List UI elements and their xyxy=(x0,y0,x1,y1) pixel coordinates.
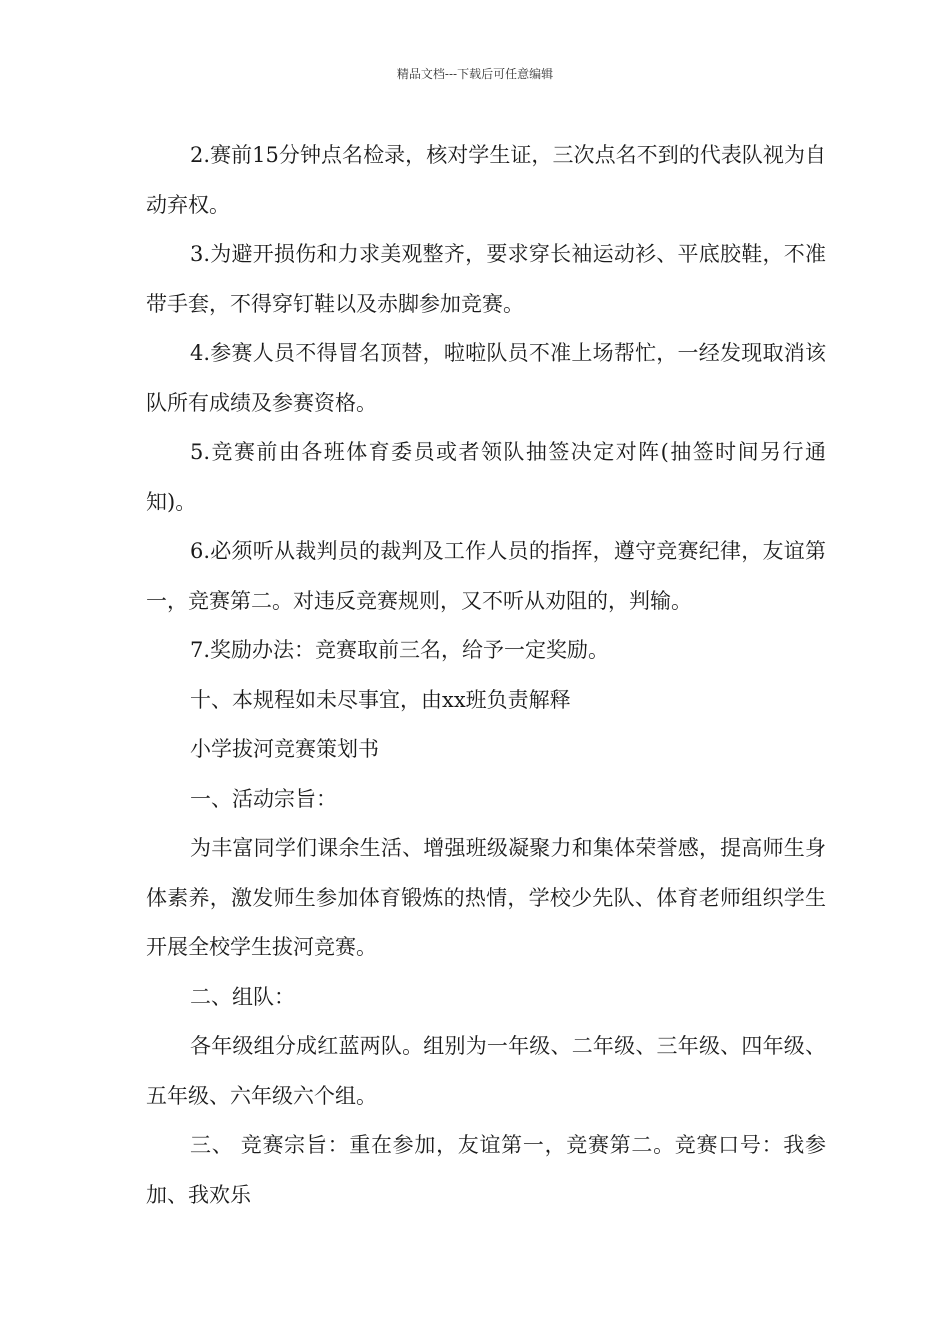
teams-paragraph: 各年级组分成红蓝两队。组别为一年级、二年级、三年级、四年级、五年级、六年级六个组。 xyxy=(146,1034,826,1108)
page-header: 精品文档---下载后可任意编辑 xyxy=(396,67,554,81)
document-title: 小学拔河竞赛策划书 xyxy=(190,737,379,761)
section-heading-purpose: 一、活动宗旨： xyxy=(190,786,337,811)
rule-item-4: 4.参赛人员不得冒名顶替，啦啦队员不准上场帮忙，一经发现取消该队所有成绩及参赛资格。 xyxy=(146,341,826,415)
rule-item-3: 3.为避开损伤和力求美观整齐，要求穿长袖运动衫、平底胶鞋，不准带手套，不得穿钉鞋以及赤脚参加竞赛。 xyxy=(146,242,826,316)
rule-item-2: 2.赛前15分钟点名检录，核对学生证，三次点名不到的代表队视为自动弃权。 xyxy=(146,143,826,217)
rule-item-7: 7.奖励办法：竞赛取前三名，给予一定奖励。 xyxy=(190,638,610,662)
rule-item-6: 6.必须听从裁判员的裁判及工作人员的指挥，遵守竞赛纪律，友谊第一，竞赛第二。对违反竞赛规则，又不听从劝阻的，判输。 xyxy=(146,539,826,613)
section-heading-competition: 三、 竞赛宗旨：重在参加，友谊第一，竞赛第二。竞赛口号：我参加、我欢乐 xyxy=(146,1133,826,1207)
section-ten: 十、本规程如未尽事宜，由xx班负责解释 xyxy=(190,687,571,712)
section-heading-teams: 二、组队： xyxy=(190,984,295,1009)
purpose-paragraph: 为丰富同学们课余生活、增强班级凝聚力和集体荣誉感，提高师生身体素养，激发师生参加体育锻炼的热情，学校少先队、体育老师组织学生开展全校学生拔河竞赛。 xyxy=(146,836,826,959)
rule-item-5: 5.竞赛前由各班体育委员或者领队抽签决定对阵(抽签时间另行通知)。 xyxy=(146,440,826,514)
document-body xyxy=(146,131,826,1220)
